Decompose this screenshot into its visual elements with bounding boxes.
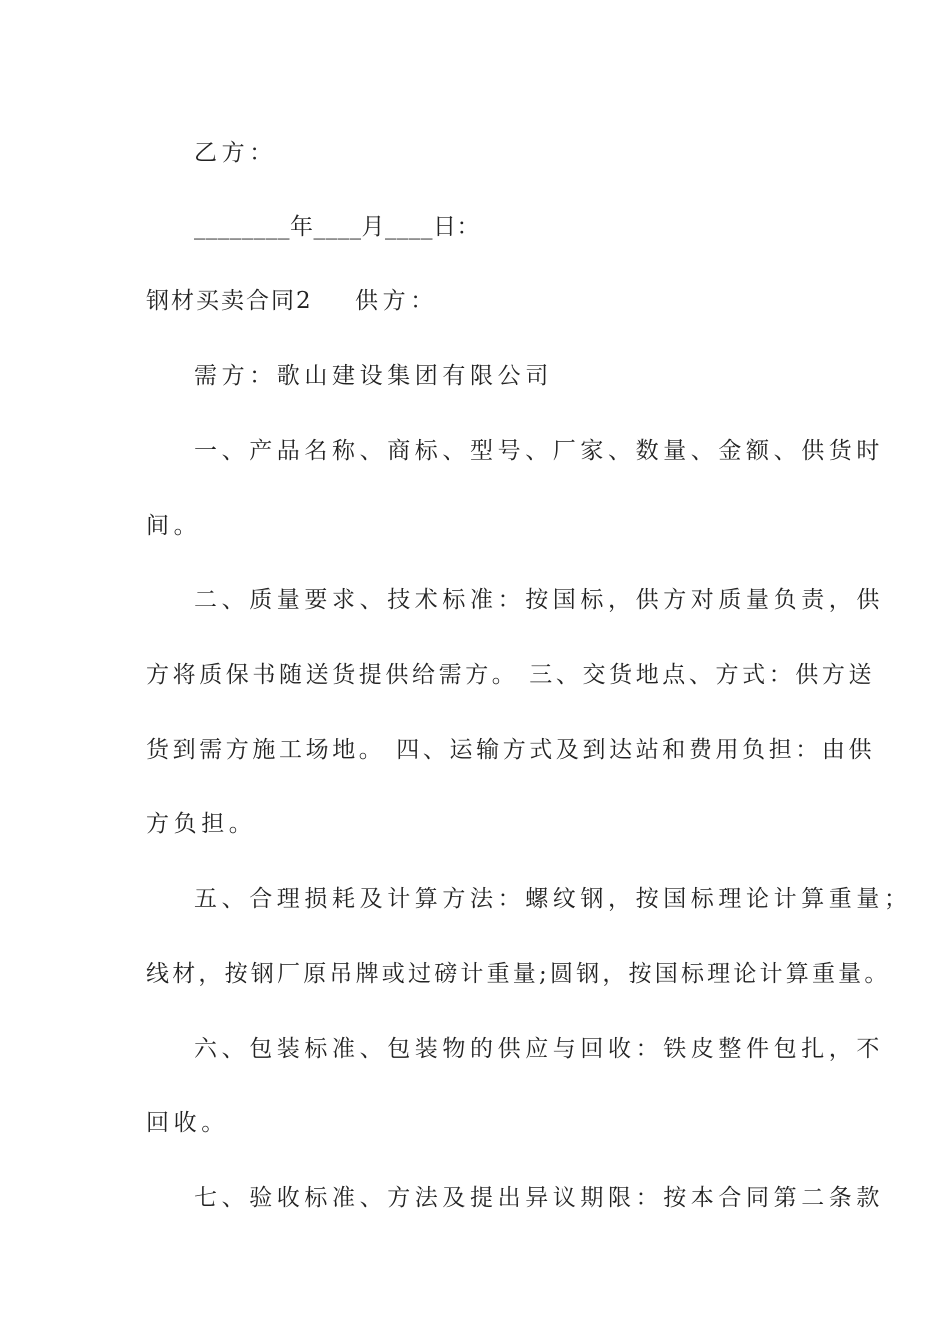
party-b-label: 乙方：: [194, 140, 277, 166]
buyer-line: 需方：歌山建设集团有限公司: [194, 363, 553, 389]
clause-1-line-2: 间。: [146, 513, 202, 539]
clause-6-line-1: 六、包装标准、包装物的供应与回收：铁皮整件包扎，不: [194, 1036, 884, 1062]
clause-7-line-1: 七、验收标准、方法及提出异议期限：按本合同第二条款: [194, 1185, 884, 1211]
clause-6-line-2: 回收。: [146, 1110, 229, 1136]
clause-3-4-line: 货到需方施工场地。 四、运输方式及到达站和费用负担：由供: [146, 737, 876, 763]
clause-5-line-1: 五、合理损耗及计算方法：螺纹钢，按国标理论计算重量；: [194, 886, 912, 912]
clause-2-line-1: 二、质量要求、技术标准：按国标，供方对质量负责，供: [194, 587, 884, 613]
clause-1-line-1: 一、产品名称、商标、型号、厂家、数量、金额、供货时: [194, 438, 884, 464]
supplier-label: 供方：: [355, 288, 438, 314]
contract-title: 钢材买卖合同2: [146, 288, 313, 314]
clause-4-line-2: 方负担。: [146, 811, 257, 837]
clause-5-line-2: 线材，按钢厂原吊牌或过磅计重量;圆钢，按国标理论计算重量。: [146, 961, 891, 987]
clause-2-3-line: 方将质保书随送货提供给需方。 三、交货地点、方式：供方送: [146, 662, 876, 688]
signing-date-line: ________年____月____日：: [194, 214, 480, 240]
